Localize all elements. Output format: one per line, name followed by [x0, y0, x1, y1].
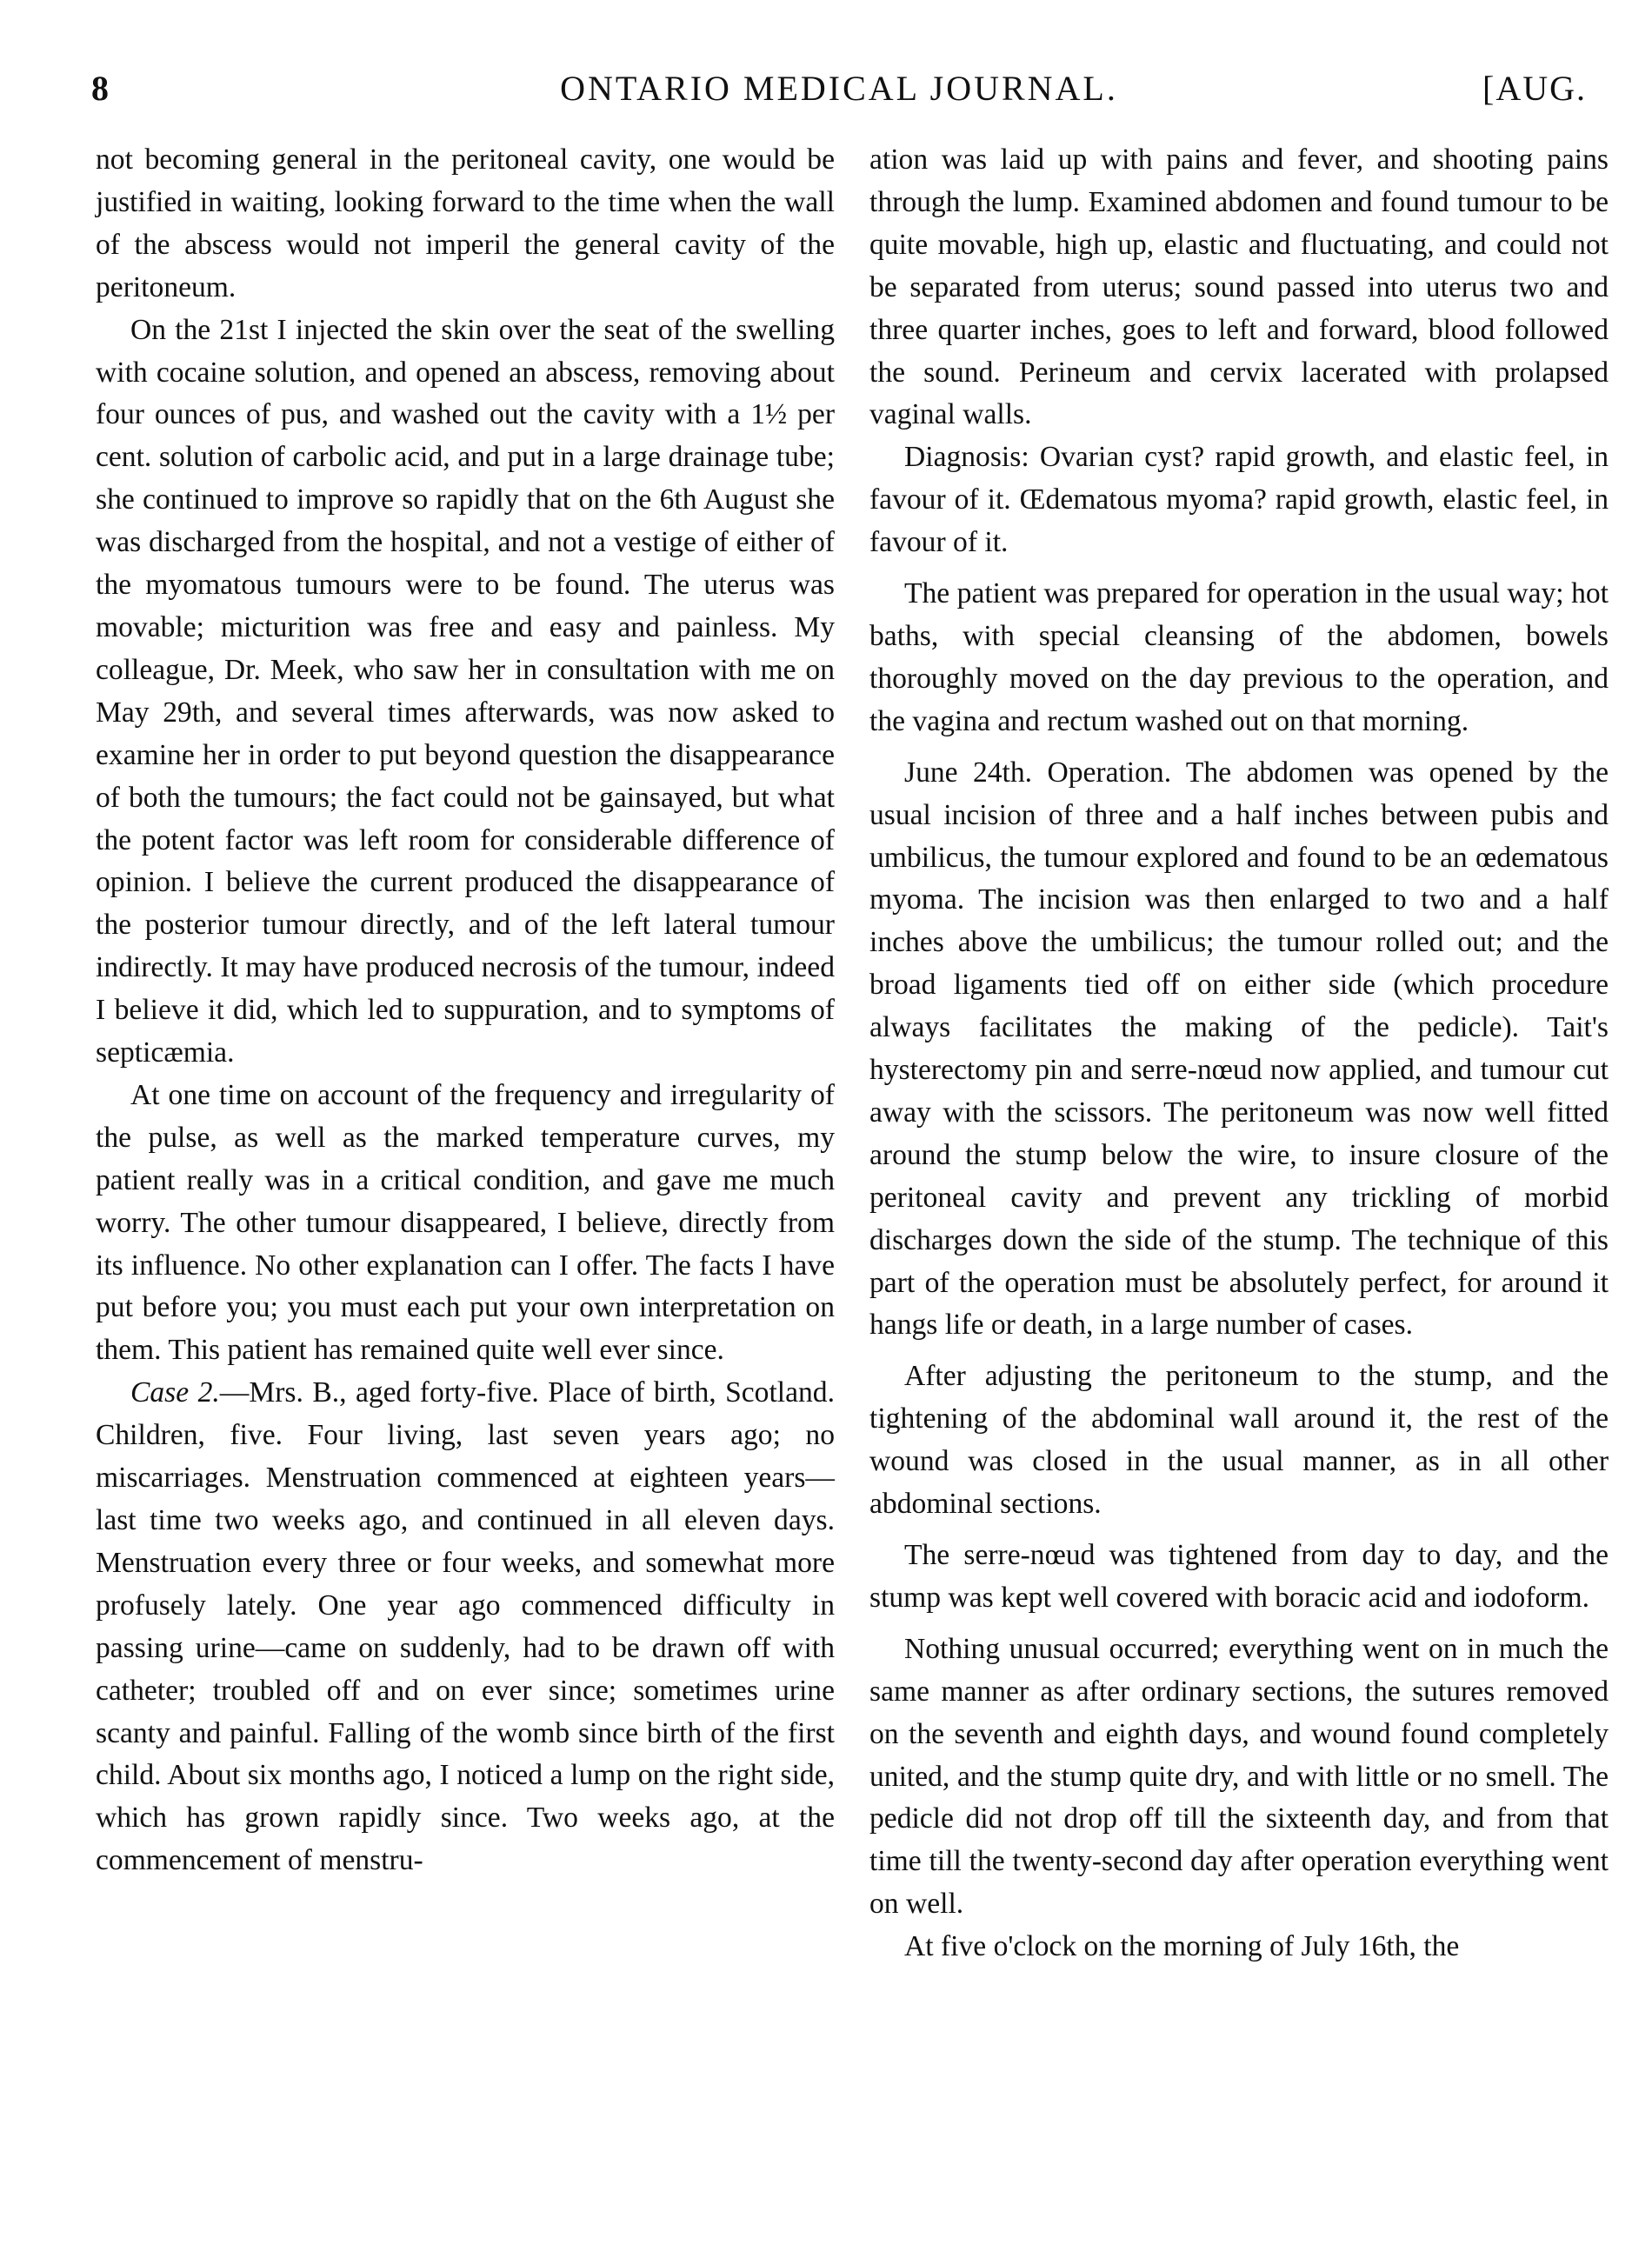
paragraph: ation was laid up with pains and fever, and shooting pains through the lump. Examined abdomen and found tumour to be quite movable, high up, elastic and fluctuating, and could not be separated from uterus; sound passed into uterus two and three quarter inches, goes to left and forward, blood followed the sound. Perineum and cervix lacerated with prolapsed vaginal walls. — [869, 143, 1609, 431]
running-header — [91, 68, 1587, 111]
journal-title: ONTARIO MEDICAL JOURNAL. — [560, 69, 1118, 108]
left-column — [96, 139, 835, 1882]
case-text: —Mrs. B., aged forty-five. Place of birth, Scotland. Children, five. Four living, last seven years ago; no miscarriages. Menstruation commenced at eighteen years—last time two weeks ago, and continued in all eleven days. Menstruation every three or four weeks, and somewhat more profusely lately. One year ago commenced difficulty in passing urine—came on suddenly, had to be drawn off with catheter; troubled off and on ever since; sometimes urine scanty and painful. Falling of the womb since birth of the first child. About six months ago, I noticed a lump on the right side, which has grown rapidly since. Two weeks ago, at the commencement of menstru- — [96, 1376, 835, 1877]
right-column — [869, 139, 1609, 1968]
header-month: [AUG. — [1482, 69, 1587, 108]
paragraph: At five o'clock on the morning of July 16th, the — [904, 1930, 1460, 1963]
page-number: 8 — [91, 69, 109, 108]
paragraph: Nothing unusual occurred; everything went on in much the same manner as after ordinary sections, the sutures removed on the seventh and eighth days, and wound found completely united, and the stump quite dry, and with little or no smell. The pedicle did not drop off till the sixteenth day, and from that time till the twenty-second day after operation everything went on well. — [869, 1632, 1609, 1921]
paragraph: On the 21st I injected the skin over the seat of the swelling with cocaine solution, and opened an abscess, removing about four ounces of pus, and washed out the cavity with a 1½ per cent. solution of carbolic acid, and put in a large drainage tube; she continued to improve so rapidly that on the 6th August she was discharged from the hospital, and not a vestige of either of the myomatous tumours were to be found. The uterus was movable; micturition was free and easy and painless. My colleague, Dr. Meek, who saw her in consultation with me on May 29th, and several times afterwards, was now asked to examine her in order to put beyond question the disappearance of both the tumours; the fact could not be gainsayed, but what the potent factor was left room for considerable difference of opinion. I believe the current produced the disappearance of the posterior tumour directly, and of the left lateral tumour indirectly. It may have produced necrosis of the tumour, indeed I believe it did, which led to suppuration, and to symptoms of septicæmia. — [96, 313, 835, 1069]
case-label: Case 2. — [130, 1376, 220, 1409]
paragraph: At one time on account of the frequency and irregularity of the pulse, as well as the marked temperature curves, my patient really was in a critical condition, and gave me much worry. The other tumour disappeared, I believe, directly from its influence. No other explanation can I offer. The facts I have put before you; you must each put your own interpretation on them. This patient has remained quite well ever since. — [96, 1078, 835, 1367]
paragraph: not becoming general in the peritoneal cavity, one would be justified in waiting, looking forward to the time when the wall of the abscess would not imperil the general cavity of the peritoneum. — [96, 143, 835, 303]
paragraph: June 24th. Operation. The abdomen was opened by the usual incision of three and a half inches between pubis and umbilicus, the tumour explored and found to be an œdematous myoma. The incision was then enlarged to two and a half inches above the umbilicus; the tumour rolled out; and the broad ligaments tied off on either side (which procedure always facilitates the making of the pedicle). Tait's hysterectomy pin and serre-nœud now applied, and tumour cut away with the scissors. The peritoneum was now well fitted around the stump below the wire, to insure closure of the peritoneal cavity and prevent any trickling of morbid discharges down the side of the stump. The technique of this part of the operation must be absolutely perfect, for around it hangs life or death, in a large number of cases. — [869, 756, 1609, 1342]
paragraph: Diagnosis: Ovarian cyst? rapid growth, and elastic feel, in favour of it. Œdematous myoma? rapid growth, elastic feel, in favour of it. — [869, 441, 1609, 559]
paragraph: The serre-nœud was tightened from day to day, and the stump was kept well covered with boracic acid and iodoform. — [869, 1539, 1609, 1614]
paragraph: The patient was prepared for operation in the usual way; hot baths, with special cleansing of the abdomen, bowels thoroughly moved on the day previous to the operation, and the vagina and rectum washed out on that morning. — [869, 577, 1609, 737]
paragraph — [96, 1372, 835, 1882]
paragraph: After adjusting the peritoneum to the stump, and the tightening of the abdominal wall around it, the rest of the wound was closed in the usual manner, as in all other abdominal sections. — [869, 1360, 1609, 1521]
